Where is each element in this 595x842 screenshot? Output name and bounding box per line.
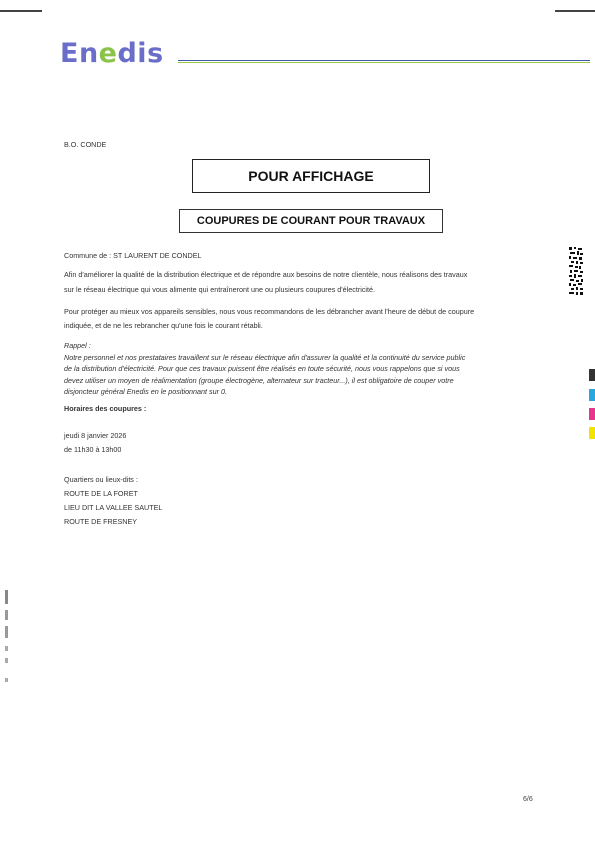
outage-time: de 11h30 à 13h00 bbox=[64, 445, 122, 454]
recipient: B.O. CONDE bbox=[64, 140, 107, 149]
intro-paragraph bbox=[64, 267, 544, 297]
quartier-item: ROUTE DE LA FORET bbox=[64, 489, 138, 498]
horaires-heading: Horaires des coupures : bbox=[64, 404, 147, 413]
page-number: 6/6 bbox=[523, 796, 533, 803]
corner-mark-top-left bbox=[0, 10, 42, 12]
rappel-line: Notre personnel et nos prestataires travaillent sur le réseau électrique afin d'assurer la qualité et la continuité du service public bbox=[64, 352, 466, 362]
side-scan-marks bbox=[2, 590, 12, 710]
rappel-block bbox=[64, 340, 544, 398]
intro-line: Afin d'améliorer la qualité de la distribution électrique et de répondre aux besoins de notre clientèle, nous réalisons des travaux bbox=[64, 270, 468, 279]
print-mark-yellow bbox=[589, 427, 595, 439]
rappel-line: disjoncteur général Enedis en le positionnant sur 0. bbox=[64, 387, 228, 396]
rappel-heading: Rappel : bbox=[64, 341, 91, 350]
print-mark-cyan bbox=[589, 389, 595, 401]
quartier-item: LIEU DIT LA VALLEE SAUTEL bbox=[64, 503, 163, 512]
advice-line: indiquée, et de ne les rebrancher qu'une fois le courant rétabli. bbox=[64, 321, 263, 330]
advice-paragraph bbox=[64, 305, 544, 333]
quartier-item: ROUTE DE FRESNEY bbox=[64, 517, 138, 526]
enedis-logo: Enedis bbox=[60, 38, 164, 69]
print-mark-black bbox=[589, 369, 595, 381]
rappel-line: de la distribution d'électricité. Pour que ces travaux puissent être réalisés en toute sécurité, nous vous rappelons que si vous bbox=[64, 364, 460, 373]
quartiers-heading: Quartiers ou lieux-dits : bbox=[64, 475, 138, 484]
print-mark-magenta bbox=[589, 408, 595, 420]
page-subtitle bbox=[179, 209, 443, 233]
commune-line: Commune de : ST LAURENT DE CONDEL bbox=[64, 251, 202, 260]
header-rule bbox=[178, 60, 590, 63]
page-title-text: POUR AFFICHAGE bbox=[248, 168, 374, 184]
advice-line: Pour protéger au mieux vos appareils sensibles, nous vous recommandons de les débrancher avant l'heure de début de coupure bbox=[64, 307, 475, 316]
rappel-line: devez utiliser un moyen de réalimentation (groupe électrogène, alternateur sur tracteur...), il est obligatoire de couper votre bbox=[64, 375, 454, 385]
intro-line: sur le réseau électrique qui vous alimente qui entraîneront une ou plusieurs coupures d'électricité. bbox=[64, 285, 376, 294]
outage-date: jeudi 8 janvier 2026 bbox=[64, 431, 127, 440]
page-subtitle-text: COUPURES DE COURANT POUR TRAVAUX bbox=[196, 215, 426, 227]
corner-mark-top-right bbox=[555, 10, 595, 12]
datamatrix-code bbox=[568, 246, 584, 296]
page-title bbox=[192, 159, 430, 193]
